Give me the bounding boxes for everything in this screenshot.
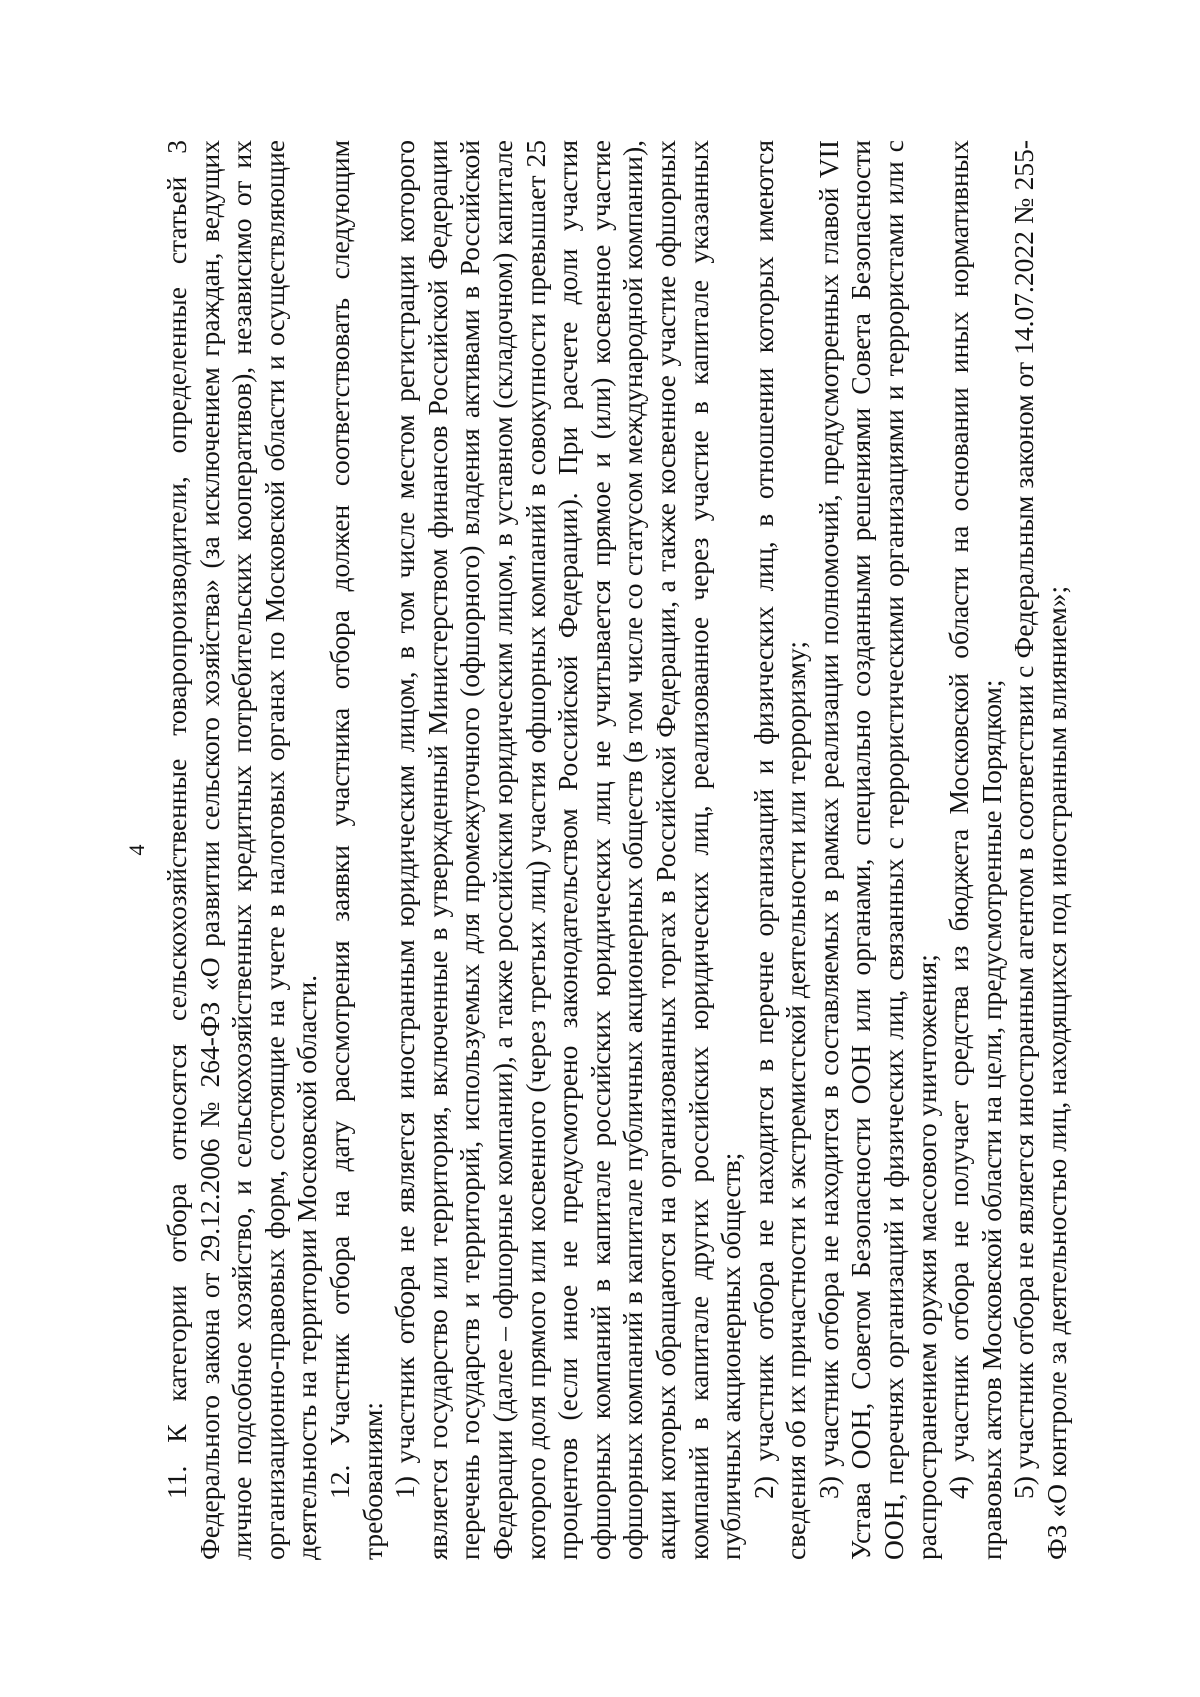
page-number: 4 — [124, 844, 149, 856]
requirement-1-not-foreign-entity: 1) участник отбора не является иностранным юридическим лицом, в том числе местом регистрации которого является государство или территория, включенные в утвержденный Министерством финансов Российской Федерации перечень государств и территорий, используемых для промежуточного (офшорного) владения активами в Российской Федерации (далее – офшорные компании), а также российским юридическим лицом, в уставном (складочном) капитале которого доля прямого или косвенного (через третьих лиц) участия офшорных компаний в совокупности превышает 25 процентов (если иное не предусмотрено законодательством Российской Федерации). При расчете доли участия офшорных компаний в капитале российских юридических лиц не учитывается прямое и (или) косвенное участие офшорных компаний в капитале публичных акционерных обществ (в том числе со статусом международной компании), акции которых обращаются на организованных торгах в Российской Федерации, а также косвенное участие офшорных компаний в капитале других российских юридических лиц, реализованное через участие в капитале указанных публичных акционерных обществ; — [389, 140, 747, 1560]
paragraph-12-participant-requirements: 12. Участник отбора на дату рассмотрения заявки участника отбора должен соответствовать следующим требованиям: — [323, 140, 388, 1560]
requirement-4-no-other-budget-funds: 4) участник отбора не получает средства из бюджета Московской области на основании иных нормативных правовых актов Московской области на цели, предусмотренные Порядком; — [943, 140, 1007, 1560]
rotated-page-content — [125, 140, 1085, 1560]
document-body — [161, 140, 1074, 1560]
requirement-5-not-foreign-agent: 5) участник отбора не является иностранным агентом в соответствии с Федеральным законом от 14.07.2022 № 255-ФЗ «О контроле за деятельностью лиц, находящихся под иностранным влиянием»; — [1008, 140, 1073, 1560]
requirement-3-not-un-sanctions-list: 3) участник отбора не находится в составляемых в рамках реализации полномочий, предусмотренных главой VII Устава ООН, Советом Безопасности ООН или органами, специально созданными решениями Совета Безопасности ООН, перечнях организаций и физических лиц, связанных с террористическими организациями и террористами или с распространением оружия массового уничтожения; — [812, 140, 942, 1560]
requirement-2-not-extremist-list: 2) участник отбора не находится в перечне организаций и физических лиц, в отношении которых имеются сведения об их причастности к экстремистской деятельности или терроризму; — [747, 140, 812, 1560]
paragraph-11-selection-category: 11. К категории отбора относятся сельскохозяйственные товаропроизводители, определенные статьей 3 Федерального закона от 29.12.2006 № 264-ФЗ «О развитии сельского хозяйства» (за исключением граждан, ведущих личное подсобное хозяйство, и сельскохозяйственных кредитных потребительских кооперативов), независимо от их организационно-правовых форм, состоящие на учете в налоговых органах по Московской области и осуществляющие деятельность на территории Московской области. — [161, 140, 323, 1560]
